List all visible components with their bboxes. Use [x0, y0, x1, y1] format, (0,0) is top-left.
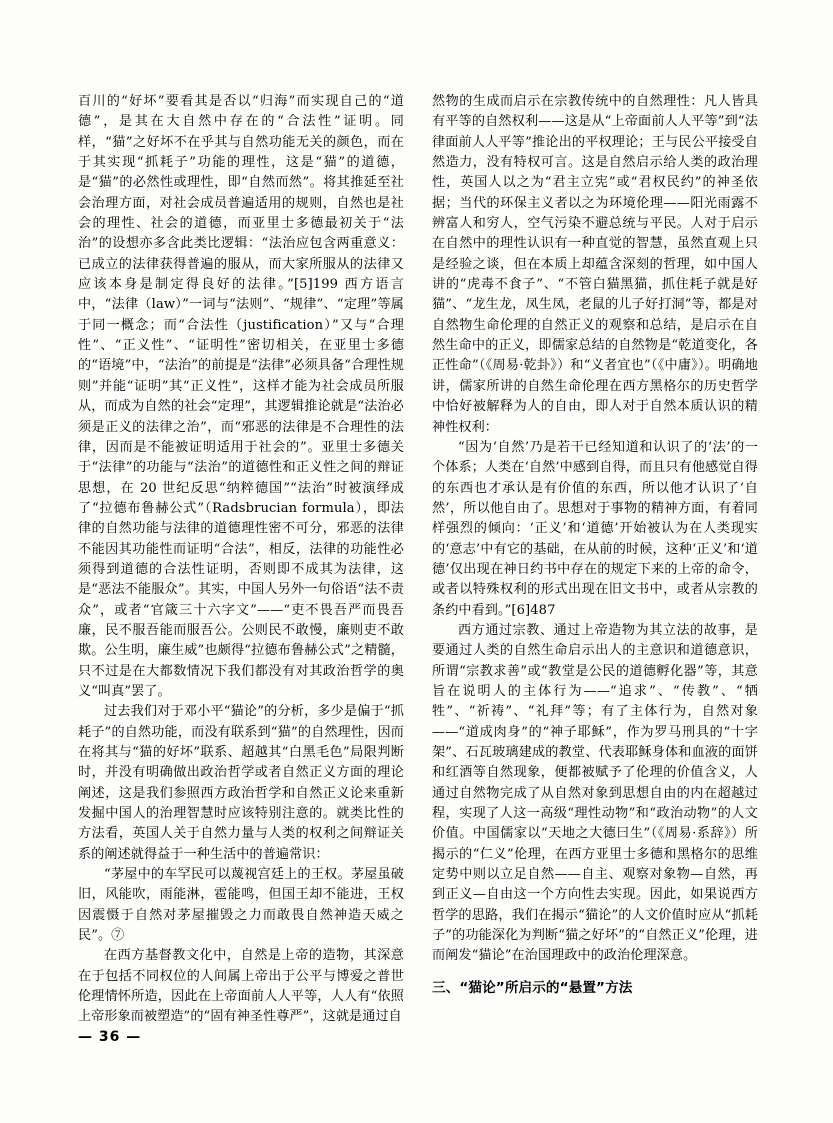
- block-quote: “因为‘自然’乃是若干已经知道和认识了的‘法’的一个体系；人类在‘自然’中感到自得，而且只有他感觉自得的东西也才承认是有价值的东西，所以他才认识了‘自然’，所以他自由了。思想对于事物的精神方面，有着同样强烈的倾向：‘正义’和‘道德’开始被认为在人类现实的‘意志’中有它的基础，在从前的时候，这种‘正义’和‘道德’仅出现在神日约书中存在的规定下来的上帝的命令，或者以特殊权利的形式出现在旧文书中，或者从宗教的条约中看到。”[6]487: [432, 439, 758, 618]
- left-column: [78, 92, 404, 1028]
- paragraph: 在西方基督教文化中，自然是上帝的造物，其深意在于包括不同权位的人间属上帝出于公平与博爱之普世伦理情怀所造，因此在上帝面前人人平等，人人有“依照上帝形象而被塑造”的“固有神圣性尊严”，这就是通过自: [78, 948, 404, 1025]
- paragraph: 然物的生成而启示在宗教传统中的自然理性：凡人皆具有平等的自然权利——这是从“上帝面前人人平等”到“法律面前人人平等”推论出的平权理论；王与民公平接受自然造力，没有特权可言。这是自然启示给人类的政治理性，英国人以之为“君主立宪”或“君权民约”的神圣依据；当代的环保主义者以之为环境伦理——阳光雨露不辨富人和穷人，空气污染不避总统与平民。人对于启示在自然中的理性认识有一种直觉的智慧，虽然直观上只是经验之谈，但在本质上却蕴含深刻的哲理，如中国人讲的“虎毒不食子”、“不管白猫黑猫，抓住耗子就是好猫”、“龙生龙，凤生凤，老鼠的儿子好打洞”等，都是对自然物生命伦理的自然正义的观察和总结，是启示在自然生命中的正义，即儒家总结的自然物是“乾道变化，各正性命”（《周易·乾卦》）和“义者宜也”（《中庸》）。明确地讲，儒家所讲的自然生命伦理在西方黑格尔的历史哲学中恰好被解释为人的自由，即人对于自然本质认识的精神性权利：: [432, 94, 758, 435]
- section-heading: 三、“猫论”所启示的“悬置”方法: [432, 979, 633, 996]
- page-number: — 36 —: [78, 1029, 142, 1045]
- paragraph: 西方通过宗教、通过上帝造物为其立法的故事，是要通过人类的自然生命启示出人的主意识和道德意识，所谓“宗教求善”或“教堂是公民的道德孵化器”等，其意旨在说明人的主体行为——“追求”、“传教”、“牺牲”、“祈祷”、“礼拜”等；有了主体行为，自然对象——“道成肉身”的“神子耶稣”，作为罗马刑具的“十字架”、石瓦玻璃建成的教堂、代表耶稣身体和血液的面饼和红酒等自然现象，便都被赋予了伦理的价值含义，人通过自然物完成了从自然对象到思想自由的内在超越过程，实现了人这一高级“理性动物”和“政治动物”的人文价值。中国儒家以“天地之大德曰生”（《周易·系辞》）所揭示的“仁义”伦理，在西方亚里士多德和黑格尔的思维定势中则以立足自然——自主、观察对象物—自然，再到正义—自由这一个方向性去实现。因此，如果说西方哲学的思路，我们在揭示“猫论”的人文价值时应从“抓耗子”的功能深化为判断“猫之好坏”的“自然正义”伦理，进而阐发“猫论”在治国理政中的政治伦理深意。: [432, 622, 758, 964]
- two-column-layout: [78, 92, 758, 1028]
- block-quote: “茅屋中的车罕民可以蔑视宫廷上的王权。茅屋虽破旧，风能吹，雨能淋，雹能鸣，但国王却不能进，王权因震慑于自然对茅屋摧毁之力而敢畏自然神造天威之民”。⑦: [78, 867, 404, 944]
- right-column: [432, 92, 758, 1028]
- paragraph: 过去我们对于邓小平“猫论”的分析，多少是偏于“抓耗子”的自然功能，而没有联系到“猫”的自然理性，因而在将其与“猫的好坏”联系、超越其“白黑毛色”局限判断时，并没有明确做出政治哲学或者自然正义方面的理论阐述，这是我们参照西方政治哲学和自然正义论来重新发掘中国人的治理智慧时应该特别注意的。就类比性的方法看，英国人关于自然力量与人类的权利之间辩证关系的阐述就得益于一种生活中的普遍常识：: [78, 704, 404, 862]
- paragraph: 百川的“好坏”要看其是否以“归海”而实现自己的“道德”，是其在大自然中存在的“合法性”证明。同样，“猫”之好坏不在乎其与自然功能无关的颜色，而在于其实现“抓耗子”功能的理性，这是“猫”的道德，是“猫”的必然性或理性，即“自然而然”。将其推延至社会治理方面，对社会成员普遍适用的规则，自然也是社会的理性、社会的道德，而亚里士多德最初关于“法治”的设想亦多含此类比逻辑：“法治应包含两重意义：已成立的法律获得普遍的服从，而大家所服从的法律又应该本身是制定得良好的法律。”[5]199 西方语言中，“法律（law）”一词与“法则”、“规律”、“定理”等属于同一概念；而“合法性（justification）”又与“合理性”、“正义性”、“证明性”密切相关，在亚里士多德的“语境”中，“法治”的前提是“法律”必须具备“合理性规则”并能“证明”其“正义性”，这样才能为社会成员所服从，而成为自然的社会“定理”，其逻辑推论就是“法治必须是正义的法律之治”，而“邪恶的法律是不合理性的法律，因而是不能被证明适用于社会的”。亚里士多德关于“法律”的功能与“法治”的道德性和正义性之间的辩证思想，在 20 世纪反思“纳粹德国”“法治”时被演绎成了“拉德布鲁赫公式”（Radsbrucian formula），即法律的自然功能与法律的道德理性密不可分，邪恶的法律不能因其功能性而证明“合法”，相反，法律的功能性必须得到道德的合法性证明，否则即不成其为法律，这是“恶法不能服众”。其实，中国人另外一句俗语“法不责众”，或者“官箴三十六字文”——“吏不畏吾严而畏吾廉，民不服吾能而服吾公。公则民不敢慢，廉则吏不敢欺。公生明，廉生威”也颇得“拉德布鲁赫公式”之精髓，只不过是在大都数情况下我们都没有对其政治哲学的奥义“叫真”罢了。: [78, 94, 404, 699]
